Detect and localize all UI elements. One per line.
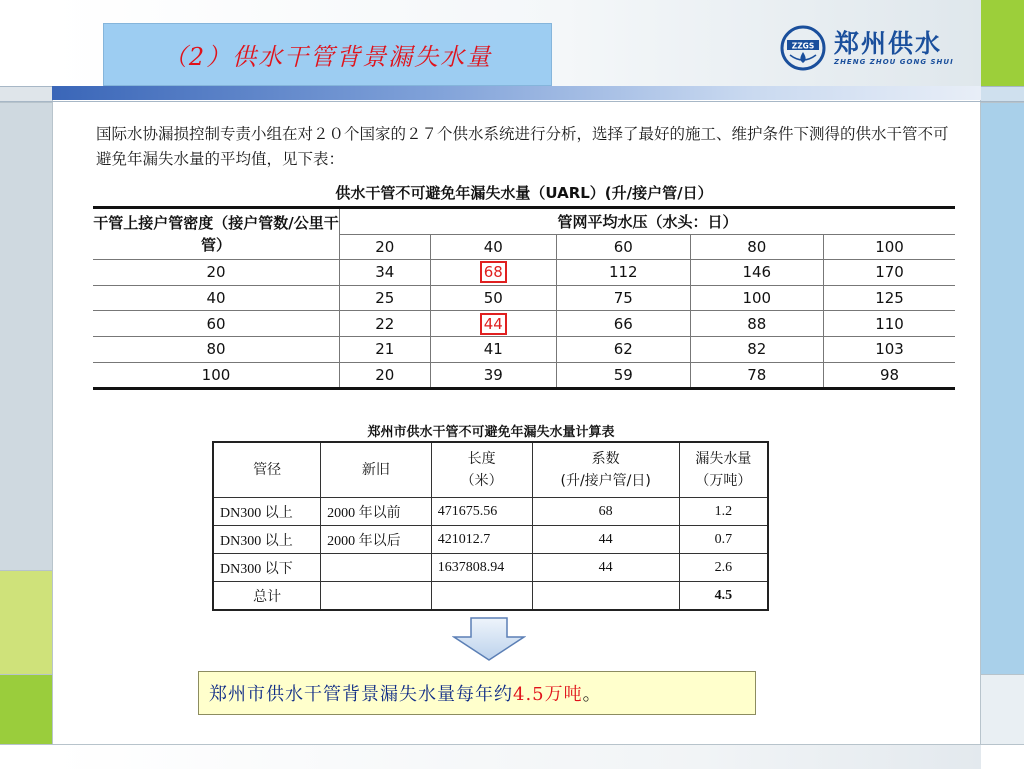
value-cell: 125 bbox=[824, 285, 955, 311]
right-decor-column bbox=[980, 0, 1024, 768]
table-row bbox=[93, 362, 955, 389]
length-cell: 471675.56 bbox=[431, 498, 532, 526]
pressure-cell: 40 bbox=[430, 234, 557, 260]
header-loss bbox=[679, 442, 768, 498]
result-prefix: 郑州市供水干管背景漏失水量每年约 bbox=[209, 684, 513, 705]
highlighted-value: 68 bbox=[480, 261, 507, 283]
total-loss-cell: 4.5 bbox=[679, 582, 768, 611]
value-cell: 98 bbox=[824, 362, 955, 389]
table-row bbox=[213, 554, 768, 582]
value-cell: 146 bbox=[690, 260, 824, 286]
left-decor-column bbox=[0, 0, 53, 768]
result-value: 4.5万吨 bbox=[513, 684, 583, 705]
header-length-line1: 长度 bbox=[467, 451, 496, 467]
header-age: 新旧 bbox=[321, 442, 432, 498]
pipe-cell: DN300 以上 bbox=[213, 498, 321, 526]
slide-title-box bbox=[103, 23, 552, 86]
header-gradient-rule bbox=[52, 86, 981, 100]
total-label: 总计 bbox=[213, 582, 321, 611]
empty-cell bbox=[321, 582, 432, 611]
header-length-line2: （米） bbox=[460, 473, 503, 489]
table-row bbox=[93, 285, 955, 311]
pressure-cell: 60 bbox=[557, 234, 691, 260]
value-cell: 21 bbox=[340, 336, 431, 362]
uarl-table bbox=[93, 206, 955, 390]
value-cell: 112 bbox=[557, 260, 691, 286]
value-cell: 66 bbox=[557, 311, 691, 337]
coef-cell: 44 bbox=[532, 554, 679, 582]
right-decor-block bbox=[981, 0, 1024, 86]
company-logo bbox=[780, 22, 980, 74]
coef-cell: 68 bbox=[532, 498, 679, 526]
left-decor-block bbox=[0, 570, 52, 675]
value-cell bbox=[430, 311, 557, 337]
down-arrow-icon bbox=[452, 617, 526, 661]
table1-row-header: 干管上接户管密度（接户管数/公里干管） bbox=[93, 208, 340, 260]
density-cell: 80 bbox=[93, 336, 340, 362]
table1-col-group-header: 管网平均水压（水头：日） bbox=[340, 208, 956, 235]
table-total-row bbox=[213, 582, 768, 611]
value-cell: 170 bbox=[824, 260, 955, 286]
density-cell: 40 bbox=[93, 285, 340, 311]
value-cell: 20 bbox=[340, 362, 431, 389]
header-loss-line2: （万吨） bbox=[695, 473, 752, 489]
loss-cell: 2.6 bbox=[679, 554, 768, 582]
intro-paragraph: 国际水协漏损控制专责小组在对２０个国家的２７个供水系统进行分析，选择了最好的施工、维护条件下测得的供水干管不可避免年漏失水量的平均值，见下表： bbox=[96, 125, 949, 168]
highlighted-value: 44 bbox=[480, 313, 507, 335]
pipe-cell: DN300 以下 bbox=[213, 554, 321, 582]
density-cell: 100 bbox=[93, 362, 340, 389]
header-loss-line1: 漏失水量 bbox=[695, 451, 752, 467]
density-cell: 20 bbox=[93, 260, 340, 286]
table2-caption: 郑州市供水干管不可避免年漏失水量计算表 bbox=[367, 425, 615, 440]
pressure-cell: 20 bbox=[340, 234, 431, 260]
pressure-cell: 80 bbox=[690, 234, 824, 260]
table-row bbox=[93, 311, 955, 337]
loss-cell: 1.2 bbox=[679, 498, 768, 526]
value-cell: 82 bbox=[690, 336, 824, 362]
table-row bbox=[213, 526, 768, 554]
right-decor-block bbox=[981, 744, 1024, 769]
value-cell: 25 bbox=[340, 285, 431, 311]
header-length bbox=[431, 442, 532, 498]
value-cell: 110 bbox=[824, 311, 955, 337]
value-cell: 59 bbox=[557, 362, 691, 389]
right-decor-block bbox=[981, 674, 1024, 745]
logo-subtitle: ZHENG ZHOU GONG SHUI bbox=[834, 58, 954, 66]
left-decor-block bbox=[0, 674, 52, 745]
header-pipe: 管径 bbox=[213, 442, 321, 498]
length-cell: 1637808.94 bbox=[431, 554, 532, 582]
age-cell: 2000 年以前 bbox=[321, 498, 432, 526]
value-cell: 103 bbox=[824, 336, 955, 362]
value-cell: 75 bbox=[557, 285, 691, 311]
header-coef-line2: (升/接户管/日) bbox=[560, 473, 651, 489]
logo-badge-text: ZZGS bbox=[791, 41, 815, 51]
age-cell: 2000 年以后 bbox=[321, 526, 432, 554]
right-decor-block bbox=[981, 102, 1024, 675]
logo-name: 郑州供水 bbox=[834, 29, 943, 58]
left-decor-block bbox=[0, 744, 52, 769]
age-cell bbox=[321, 554, 432, 582]
table2-header-row bbox=[213, 442, 768, 498]
water-drop-logo-icon bbox=[780, 25, 826, 71]
zhengzhou-calculation-table bbox=[212, 441, 769, 611]
table-row bbox=[93, 260, 955, 286]
length-cell: 421012.7 bbox=[431, 526, 532, 554]
value-cell: 100 bbox=[690, 285, 824, 311]
header-coef bbox=[532, 442, 679, 498]
table-row bbox=[213, 498, 768, 526]
footer-band bbox=[52, 744, 981, 769]
slide-title: （2）供水干管背景漏失水量 bbox=[162, 43, 493, 71]
loss-cell: 0.7 bbox=[679, 526, 768, 554]
pressure-cell: 100 bbox=[824, 234, 955, 260]
value-cell: 34 bbox=[340, 260, 431, 286]
header-coef-line1: 系数 bbox=[591, 451, 620, 467]
result-callout bbox=[198, 671, 756, 715]
table-row bbox=[93, 336, 955, 362]
divider bbox=[0, 101, 1024, 102]
left-decor-block bbox=[0, 102, 52, 571]
empty-cell bbox=[532, 582, 679, 611]
value-cell: 39 bbox=[430, 362, 557, 389]
density-cell: 60 bbox=[93, 311, 340, 337]
coef-cell: 44 bbox=[532, 526, 679, 554]
value-cell: 62 bbox=[557, 336, 691, 362]
value-cell bbox=[430, 260, 557, 286]
value-cell: 88 bbox=[690, 311, 824, 337]
empty-cell bbox=[431, 582, 532, 611]
table1-caption: 供水干管不可避免年漏失水量（UARL）(升/接户管/日） bbox=[335, 184, 713, 202]
value-cell: 41 bbox=[430, 336, 557, 362]
pipe-cell: DN300 以上 bbox=[213, 526, 321, 554]
value-cell: 78 bbox=[690, 362, 824, 389]
left-decor-block bbox=[0, 0, 52, 87]
result-suffix: 。 bbox=[582, 684, 602, 705]
value-cell: 50 bbox=[430, 285, 557, 311]
value-cell: 22 bbox=[340, 311, 431, 337]
